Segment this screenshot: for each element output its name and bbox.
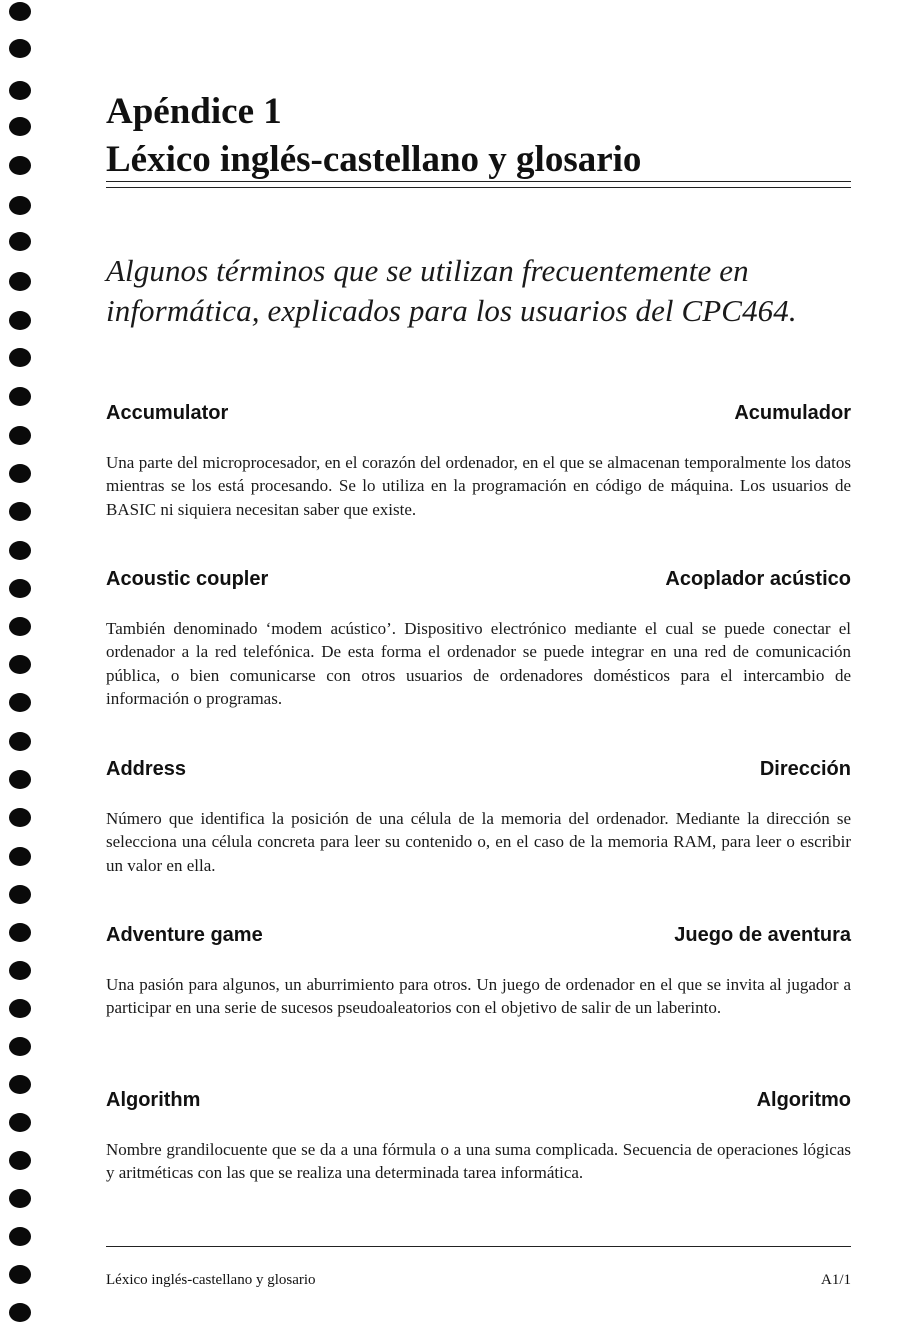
binding-hole-icon: [9, 1227, 31, 1246]
glossary-entry: [106, 922, 851, 1020]
entry-heading: [106, 400, 851, 426]
binding-hole-icon: [9, 311, 31, 330]
binding-hole-icon: [9, 272, 31, 291]
footer-rule: [106, 1246, 851, 1247]
binding-hole-icon: [9, 1113, 31, 1132]
binding-hole-icon: [9, 81, 31, 100]
binding-hole-icon: [9, 1151, 31, 1170]
term-spanish: Dirección: [759, 758, 851, 780]
term-english: Adventure game: [106, 924, 263, 946]
title-rule-top: [106, 181, 851, 182]
term-definition: También denominado ‘modem acústico’. Dispositivo electrónico mediante el cual se puede conectar el ordenador a la red telefónica. De esta forma el ordenador se puede integrar en una red de comunicación pública, o bien comunicarse con otros usuarios de ordenadores domésticos para el intercambio de información o programas.: [106, 619, 851, 708]
term-spanish: Acumulador: [734, 402, 851, 424]
binding-hole-icon: [9, 117, 31, 136]
term-definition: Nombre grandilocuente que se da a una fórmula o a una suma complicada. Secuencia de operaciones lógicas y aritméticas con las que se realiza una determinada tarea informática.: [106, 1140, 851, 1183]
binding-hole-icon: [9, 770, 31, 789]
page-number: A1/1: [821, 1272, 851, 1288]
term-english: Address: [106, 758, 187, 780]
binding-hole-icon: [9, 348, 31, 367]
term-english: Accumulator: [106, 402, 229, 424]
term-definition: Una pasión para algunos, un aburrimiento para otros. Un juego de ordenador en el que se invita al jugador a participar en una serie de sucesos pseudoaleatorios con el objetivo de salir de un laberinto.: [106, 975, 851, 1018]
binding-hole-icon: [9, 579, 31, 598]
glossary-entry: [106, 756, 851, 877]
entry-heading: [106, 756, 851, 782]
binding-hole-icon: [9, 464, 31, 483]
binding-hole-icon: [9, 1075, 31, 1094]
binding-hole-icon: [9, 1189, 31, 1208]
binding-hole-icon: [9, 999, 31, 1018]
entry-heading: [106, 1087, 851, 1113]
binding-hole-icon: [9, 808, 31, 827]
binding-hole-icon: [9, 196, 31, 215]
binding-hole-icon: [9, 885, 31, 904]
term-spanish: Acoplador acústico: [665, 568, 851, 590]
binding-hole-icon: [9, 232, 31, 251]
binding-hole-icon: [9, 541, 31, 560]
glossary-entry: [106, 400, 851, 521]
binding-hole-icon: [9, 617, 31, 636]
binding-hole-icon: [9, 847, 31, 866]
entry-heading: [106, 566, 851, 592]
appendix-title: Léxico inglés-castellano y glosario: [106, 139, 642, 180]
binding-hole-icon: [9, 156, 31, 175]
binding-hole-icon: [9, 732, 31, 751]
term-english: Algorithm: [106, 1089, 201, 1111]
binding-hole-icon: [9, 655, 31, 674]
binding-hole-icon: [9, 693, 31, 712]
binding-hole-icon: [9, 2, 31, 21]
entry-heading: [106, 922, 851, 948]
binding-holes: [0, 0, 40, 1334]
title-rule-bottom: [106, 187, 851, 188]
term-spanish: Juego de aventura: [674, 924, 851, 946]
binding-hole-icon: [9, 426, 31, 445]
intro-subtitle: Algunos términos que se utilizan frecuentemente en informática, explicados para los usuarios del CPC464.: [106, 253, 797, 328]
binding-hole-icon: [9, 923, 31, 942]
term-definition: Una parte del microprocesador, en el corazón del ordenador, en el que se almacenan temporalmente los datos mientras se los está procesando. Se lo utiliza en la programación en código de máquina. Los usuarios de BASIC ni siquiera necesitan saber que existe.: [106, 453, 851, 519]
binding-hole-icon: [9, 502, 31, 521]
term-spanish: Algoritmo: [756, 1089, 851, 1111]
page-title: [106, 88, 641, 184]
binding-hole-icon: [9, 1037, 31, 1056]
glossary-entry: [106, 1087, 851, 1185]
binding-hole-icon: [9, 1265, 31, 1284]
term-english: Acoustic coupler: [106, 568, 269, 590]
binding-hole-icon: [9, 387, 31, 406]
footer-title: Léxico inglés-castellano y glosario: [106, 1272, 316, 1288]
term-definition: Número que identifica la posición de una célula de la memoria del ordenador. Mediante la dirección se selecciona una célula concreta para leer su contenido o, en el caso de la memoria RAM, para leer o escribir un valor en ella.: [106, 809, 851, 875]
binding-hole-icon: [9, 1303, 31, 1322]
binding-hole-icon: [9, 39, 31, 58]
glossary-entry: [106, 566, 851, 710]
appendix-number: Apéndice 1: [106, 91, 282, 132]
binding-hole-icon: [9, 961, 31, 980]
